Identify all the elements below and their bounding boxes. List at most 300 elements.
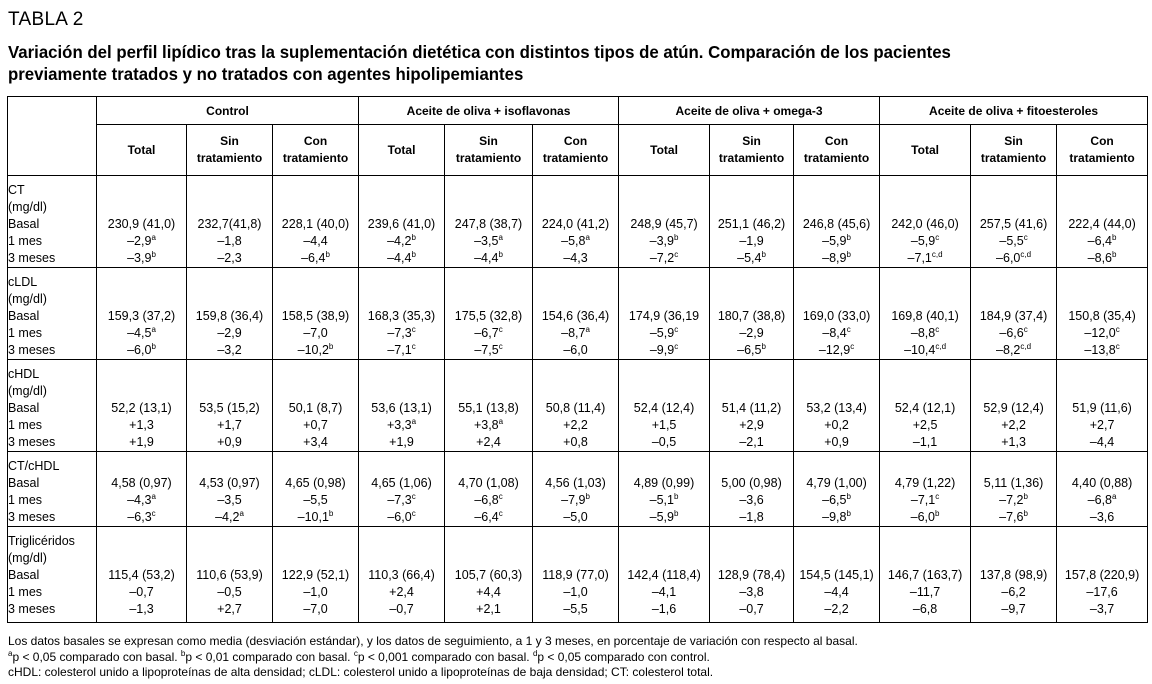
empty-cell bbox=[187, 291, 273, 308]
table-cell bbox=[794, 417, 880, 434]
cell-value: –4,1 bbox=[651, 585, 677, 599]
subgroup-header-line: tratamiento bbox=[455, 151, 522, 165]
cell-value: 175,5 (32,8) bbox=[454, 309, 523, 323]
cell-value: –5,5 bbox=[303, 493, 328, 507]
cell-value: –7,1 bbox=[387, 343, 412, 357]
row-label: Basal bbox=[8, 567, 97, 584]
table-cell bbox=[880, 325, 971, 342]
empty-cell bbox=[794, 268, 880, 292]
table-cell bbox=[533, 308, 619, 325]
cell-value: –1,3 bbox=[129, 602, 154, 616]
cell-value: 257,5 (41,6) bbox=[979, 217, 1048, 231]
cell-value: 52,9 (12,4) bbox=[983, 401, 1044, 415]
subgroup-header bbox=[359, 125, 445, 176]
table-cell bbox=[187, 342, 273, 360]
empty-cell bbox=[533, 268, 619, 292]
significance-mark: c bbox=[846, 325, 851, 334]
cell-value: 159,8 (36,4) bbox=[195, 309, 264, 323]
cell-value: –11,7 bbox=[909, 585, 941, 599]
cell-value: –8,8 bbox=[910, 326, 936, 340]
cell-value: 224,0 (41,2) bbox=[541, 217, 610, 231]
table-cell bbox=[359, 400, 445, 417]
significance-mark: b bbox=[846, 233, 851, 242]
cell-value: 230,9 (41,0) bbox=[107, 217, 176, 231]
empty-cell bbox=[619, 291, 710, 308]
footnote-mark: d bbox=[532, 648, 538, 658]
cell-value: –4,3 bbox=[127, 493, 152, 507]
table-cell bbox=[273, 509, 359, 527]
empty-cell bbox=[710, 550, 794, 567]
empty-cell bbox=[187, 360, 273, 384]
cell-value: –4,4 bbox=[303, 234, 328, 248]
empty-cell bbox=[445, 199, 533, 216]
row-label: 3 meses bbox=[8, 342, 97, 360]
empty-cell bbox=[794, 383, 880, 400]
table-footnotes bbox=[8, 634, 858, 681]
table-cell bbox=[971, 342, 1057, 360]
table-cell bbox=[187, 567, 273, 584]
caption-line-1: Variación del perfil lipídico tras la suplementación dietética con distintos tipos de atún. Comparación de los pacientes bbox=[8, 42, 951, 62]
cell-value: –7,2 bbox=[649, 251, 675, 265]
cell-value: 174,9 (36,19 bbox=[628, 309, 700, 323]
empty-cell bbox=[273, 527, 359, 551]
cell-value: –8,9 bbox=[822, 251, 847, 265]
table-cell bbox=[971, 400, 1057, 417]
empty-cell bbox=[273, 199, 359, 216]
empty-cell bbox=[619, 452, 710, 476]
table-cell bbox=[971, 492, 1057, 509]
table-row bbox=[8, 509, 1148, 527]
empty-cell bbox=[619, 176, 710, 200]
cell-value: 146,7 (163,7) bbox=[887, 568, 963, 582]
cell-value: 4,65 (1,06) bbox=[371, 476, 432, 490]
significance-mark: b bbox=[1112, 233, 1117, 242]
cell-value: –3,5 bbox=[474, 234, 499, 248]
table-cell bbox=[619, 492, 710, 509]
empty-cell bbox=[710, 527, 794, 551]
subgroup-header-line: Con bbox=[303, 134, 328, 148]
cell-value: –6,2 bbox=[1001, 585, 1026, 599]
empty-cell bbox=[533, 527, 619, 551]
cell-value: 248,9 (45,7) bbox=[630, 217, 698, 231]
empty-cell bbox=[533, 383, 619, 400]
significance-mark: c bbox=[1115, 325, 1120, 334]
subgroup-header bbox=[533, 125, 619, 176]
significance-mark: b bbox=[846, 250, 851, 259]
table-cell bbox=[619, 567, 710, 584]
table-cell bbox=[710, 584, 794, 601]
table-cell bbox=[619, 601, 710, 623]
table-cell bbox=[273, 567, 359, 584]
table-cell bbox=[619, 250, 710, 268]
table-cell bbox=[971, 475, 1057, 492]
table-cell bbox=[445, 400, 533, 417]
row-label: Basal bbox=[8, 475, 97, 492]
cell-value: 110,3 (66,4) bbox=[368, 568, 435, 582]
empty-cell bbox=[880, 176, 971, 200]
table-cell bbox=[273, 417, 359, 434]
empty-cell bbox=[533, 176, 619, 200]
table-cell bbox=[445, 492, 533, 509]
table-cell bbox=[1057, 308, 1148, 325]
table-row bbox=[8, 250, 1148, 268]
table-cell bbox=[880, 342, 971, 360]
significance-mark: a bbox=[239, 509, 244, 518]
table-cell bbox=[710, 567, 794, 584]
significance-mark: c bbox=[935, 325, 940, 334]
cell-value: 154,6 (36,4) bbox=[541, 309, 610, 323]
cell-value: 228,1 (40,0) bbox=[281, 217, 350, 231]
subgroup-header-line: Con bbox=[824, 134, 849, 148]
significance-mark: b bbox=[151, 250, 156, 259]
cell-value: 53,2 (13,4) bbox=[806, 401, 867, 415]
table-cell bbox=[97, 216, 187, 233]
cell-value: 4,79 (1,00) bbox=[806, 476, 867, 490]
empty-cell bbox=[1057, 291, 1148, 308]
table-cell bbox=[533, 400, 619, 417]
empty-cell bbox=[445, 268, 533, 292]
row-label: Basal bbox=[8, 400, 97, 417]
table-cell bbox=[880, 567, 971, 584]
table-cell bbox=[359, 492, 445, 509]
significance-mark: a bbox=[585, 325, 590, 334]
empty-cell bbox=[359, 550, 445, 567]
significance-mark: c bbox=[935, 492, 940, 501]
table-cell bbox=[533, 342, 619, 360]
table-cell bbox=[97, 417, 187, 434]
cell-value: –0,7 bbox=[129, 585, 154, 599]
cell-value: –10,2 bbox=[297, 343, 329, 357]
table-cell bbox=[97, 584, 187, 601]
table-cell bbox=[619, 325, 710, 342]
cell-value: +2,4 bbox=[389, 585, 414, 599]
table-cell bbox=[97, 434, 187, 452]
table-cell bbox=[794, 475, 880, 492]
cell-value: –5,8 bbox=[561, 234, 586, 248]
table-cell bbox=[880, 216, 971, 233]
cell-value: 180,7 (38,8) bbox=[717, 309, 786, 323]
table-cell bbox=[533, 417, 619, 434]
table-row bbox=[8, 475, 1148, 492]
empty-cell bbox=[97, 268, 187, 292]
table-cell bbox=[359, 216, 445, 233]
table-cell bbox=[97, 492, 187, 509]
table-cell bbox=[1057, 601, 1148, 623]
significance-mark: c bbox=[674, 325, 679, 334]
empty-cell bbox=[97, 291, 187, 308]
table-cell bbox=[619, 509, 710, 527]
significance-mark: c bbox=[498, 342, 503, 351]
section-label: cHDL bbox=[8, 360, 97, 384]
cell-value: +0,7 bbox=[303, 418, 328, 432]
table-cell bbox=[619, 475, 710, 492]
significance-mark: c bbox=[674, 342, 679, 351]
table-cell bbox=[710, 492, 794, 509]
table-cell bbox=[794, 400, 880, 417]
table-cell bbox=[187, 417, 273, 434]
cell-value: +3,4 bbox=[303, 435, 328, 449]
cell-value: 159,3 (37,2) bbox=[107, 309, 176, 323]
cell-value: –9,9 bbox=[649, 343, 675, 357]
table-cell bbox=[710, 400, 794, 417]
table-cell bbox=[533, 325, 619, 342]
subgroup-header bbox=[880, 125, 971, 176]
table-cell bbox=[794, 233, 880, 250]
table-row bbox=[8, 417, 1148, 434]
cell-value: –6,4 bbox=[1087, 234, 1113, 248]
subgroup-header-line: Total bbox=[127, 142, 156, 157]
cell-value: –2,2 bbox=[824, 602, 849, 616]
cell-value: 232,7(41,8) bbox=[197, 217, 262, 231]
table-cell bbox=[1057, 342, 1148, 360]
footnote-text: p < 0,01 comparado con basal. bbox=[185, 649, 354, 664]
empty-cell bbox=[273, 383, 359, 400]
significance-mark: b bbox=[673, 492, 679, 501]
table-cell bbox=[187, 400, 273, 417]
empty-cell bbox=[880, 383, 971, 400]
empty-cell bbox=[97, 527, 187, 551]
cell-value: +2,4 bbox=[476, 435, 501, 449]
subgroup-header bbox=[794, 125, 880, 176]
table-cell bbox=[97, 250, 187, 268]
table-cell bbox=[971, 233, 1057, 250]
cell-value: –4,2 bbox=[215, 510, 240, 524]
subgroup-header-line: Con bbox=[563, 134, 588, 148]
table-cell bbox=[971, 308, 1057, 325]
cell-value: +0,9 bbox=[217, 435, 242, 449]
significance-mark: c,d bbox=[1020, 250, 1032, 259]
table-cell bbox=[97, 342, 187, 360]
table-cell bbox=[273, 250, 359, 268]
section-label: Triglicéridos bbox=[8, 527, 97, 551]
subgroup-header-line: Total bbox=[650, 142, 678, 157]
cell-value: 242,0 (46,0) bbox=[891, 217, 959, 231]
cell-value: 5,11 (1,36) bbox=[983, 476, 1044, 490]
table-cell bbox=[187, 509, 273, 527]
table-cell bbox=[97, 308, 187, 325]
subgroup-header-line: tratamiento bbox=[542, 151, 609, 165]
significance-mark: c bbox=[1115, 342, 1120, 351]
empty-cell bbox=[619, 383, 710, 400]
empty-cell bbox=[359, 176, 445, 200]
table-cell bbox=[1057, 400, 1148, 417]
empty-cell bbox=[445, 360, 533, 384]
cell-value: +1,5 bbox=[651, 418, 677, 432]
cell-value: –8,2 bbox=[996, 343, 1021, 357]
table-cell bbox=[273, 342, 359, 360]
footnote-mark: b bbox=[180, 648, 186, 658]
empty-cell bbox=[1057, 383, 1148, 400]
row-label: 3 meses bbox=[8, 509, 97, 527]
empty-cell bbox=[619, 527, 710, 551]
cell-value: +2,5 bbox=[912, 418, 938, 432]
group-header: Aceite de oliva + isoflavonas bbox=[359, 97, 619, 125]
cell-value: 4,56 (1,03) bbox=[545, 476, 606, 490]
cell-value: –10,1 bbox=[297, 510, 329, 524]
significance-mark: b bbox=[1112, 250, 1117, 259]
section-label: cLDL bbox=[8, 268, 97, 292]
table-cell bbox=[1057, 492, 1148, 509]
table-cell bbox=[794, 567, 880, 584]
table-cell bbox=[619, 400, 710, 417]
table-cell bbox=[187, 233, 273, 250]
cell-value: –7,2 bbox=[999, 493, 1024, 507]
empty-cell bbox=[710, 199, 794, 216]
cell-value: +0,9 bbox=[824, 435, 849, 449]
empty-cell bbox=[359, 360, 445, 384]
empty-cell bbox=[97, 550, 187, 567]
cell-value: –4,4 bbox=[387, 251, 412, 265]
significance-mark: b bbox=[846, 509, 851, 518]
significance-mark: b bbox=[411, 233, 416, 242]
empty-cell bbox=[273, 550, 359, 567]
table-cell bbox=[273, 434, 359, 452]
significance-mark: a bbox=[498, 417, 504, 426]
empty-cell bbox=[273, 291, 359, 308]
cell-value: 52,4 (12,4) bbox=[633, 401, 695, 415]
empty-cell bbox=[187, 199, 273, 216]
table-cell bbox=[359, 250, 445, 268]
cell-value: –5,0 bbox=[563, 510, 588, 524]
table-cell bbox=[619, 417, 710, 434]
table-cell bbox=[794, 492, 880, 509]
table-cell bbox=[619, 584, 710, 601]
table-cell bbox=[97, 325, 187, 342]
table-cell bbox=[880, 434, 971, 452]
cell-value: –12,0 bbox=[1084, 326, 1116, 340]
cell-value: –1,6 bbox=[651, 602, 677, 616]
cell-value: –0,7 bbox=[739, 602, 764, 616]
table-cell bbox=[445, 417, 533, 434]
table-row bbox=[8, 434, 1148, 452]
subgroup-header-line: tratamiento bbox=[1069, 151, 1135, 165]
cell-value: 150,8 (35,4) bbox=[1068, 309, 1136, 323]
cell-value: –4,4 bbox=[824, 585, 849, 599]
cell-value: 55,1 (13,8) bbox=[458, 401, 519, 415]
table-cell bbox=[359, 601, 445, 623]
empty-cell bbox=[794, 550, 880, 567]
cell-value: –5,9 bbox=[649, 510, 674, 524]
significance-mark: c bbox=[935, 233, 940, 242]
footnote-text: p < 0,05 comparado con control. bbox=[537, 649, 710, 664]
table-cell bbox=[187, 492, 273, 509]
table-cell bbox=[359, 475, 445, 492]
cell-value: –4,2 bbox=[387, 234, 412, 248]
table-cell bbox=[533, 250, 619, 268]
empty-cell bbox=[971, 360, 1057, 384]
empty-cell bbox=[445, 550, 533, 567]
significance-mark: c bbox=[411, 492, 416, 501]
cell-value: 4,40 (0,88) bbox=[1071, 476, 1133, 490]
table-row bbox=[8, 584, 1148, 601]
cell-value: –2,1 bbox=[739, 435, 764, 449]
empty-cell bbox=[880, 550, 971, 567]
table-cell bbox=[1057, 417, 1148, 434]
subgroup-header bbox=[273, 125, 359, 176]
cell-value: +3,3 bbox=[386, 418, 412, 432]
cell-value: –0,7 bbox=[389, 602, 414, 616]
cell-value: +1,9 bbox=[129, 435, 154, 449]
empty-cell bbox=[794, 176, 880, 200]
table-cell bbox=[187, 250, 273, 268]
cell-value: +2,1 bbox=[476, 602, 501, 616]
empty-cell bbox=[187, 176, 273, 200]
table-cell bbox=[794, 325, 880, 342]
table-cell bbox=[273, 325, 359, 342]
section-unit: (mg/dl) bbox=[8, 550, 97, 567]
empty-cell bbox=[359, 291, 445, 308]
table-cell bbox=[359, 342, 445, 360]
table-cell bbox=[533, 475, 619, 492]
cell-value: 110,6 (53,9) bbox=[196, 568, 263, 582]
table-cell bbox=[533, 492, 619, 509]
cell-value: –2,9 bbox=[127, 234, 152, 248]
table-cell bbox=[794, 250, 880, 268]
section-label: CT/cHDL bbox=[8, 452, 97, 476]
significance-mark: a bbox=[498, 233, 503, 242]
empty-cell bbox=[533, 550, 619, 567]
cell-value: +0,8 bbox=[563, 435, 588, 449]
subgroup-header bbox=[445, 125, 533, 176]
cell-value: 4,70 (1,08) bbox=[458, 476, 519, 490]
cell-value: –5,1 bbox=[649, 493, 674, 507]
empty-cell bbox=[1057, 199, 1148, 216]
empty-cell bbox=[187, 452, 273, 476]
table-cell bbox=[710, 342, 794, 360]
table-cell bbox=[445, 475, 533, 492]
empty-cell bbox=[880, 360, 971, 384]
table-cell bbox=[794, 216, 880, 233]
cell-value: –4,4 bbox=[474, 251, 499, 265]
cell-value: +2,2 bbox=[1001, 418, 1026, 432]
empty-cell bbox=[1057, 527, 1148, 551]
table-row bbox=[8, 308, 1148, 325]
table-cell bbox=[533, 509, 619, 527]
significance-mark: c bbox=[151, 509, 156, 518]
empty-cell bbox=[359, 452, 445, 476]
empty-cell bbox=[1057, 550, 1148, 567]
table-cell bbox=[273, 475, 359, 492]
significance-mark: b bbox=[325, 250, 330, 259]
subgroup-header-line: Sin bbox=[220, 134, 239, 148]
table-cell bbox=[794, 434, 880, 452]
table-cell bbox=[359, 417, 445, 434]
significance-mark: b bbox=[151, 342, 156, 351]
subgroup-header-line: Sin bbox=[479, 134, 498, 148]
section-label: CT bbox=[8, 176, 97, 200]
cell-value: 169,8 (40,1) bbox=[891, 309, 959, 323]
empty-cell bbox=[794, 199, 880, 216]
cell-value: 118,9 (77,0) bbox=[542, 568, 609, 582]
table-cell bbox=[445, 601, 533, 623]
table-cell bbox=[273, 584, 359, 601]
cell-value: +1,9 bbox=[389, 435, 414, 449]
table-cell bbox=[880, 492, 971, 509]
cell-value: 5,00 (0,98) bbox=[721, 476, 782, 490]
cell-value: –1,0 bbox=[563, 585, 588, 599]
empty-cell bbox=[971, 176, 1057, 200]
subgroup-header-line: tratamiento bbox=[980, 151, 1047, 165]
table-cell bbox=[619, 233, 710, 250]
table-cell bbox=[1057, 584, 1148, 601]
cell-value: 4,53 (0,97) bbox=[199, 476, 260, 490]
empty-cell bbox=[710, 268, 794, 292]
empty-cell bbox=[710, 360, 794, 384]
empty-cell bbox=[710, 452, 794, 476]
cell-value: –3,8 bbox=[739, 585, 764, 599]
empty-cell bbox=[187, 268, 273, 292]
empty-cell bbox=[971, 527, 1057, 551]
